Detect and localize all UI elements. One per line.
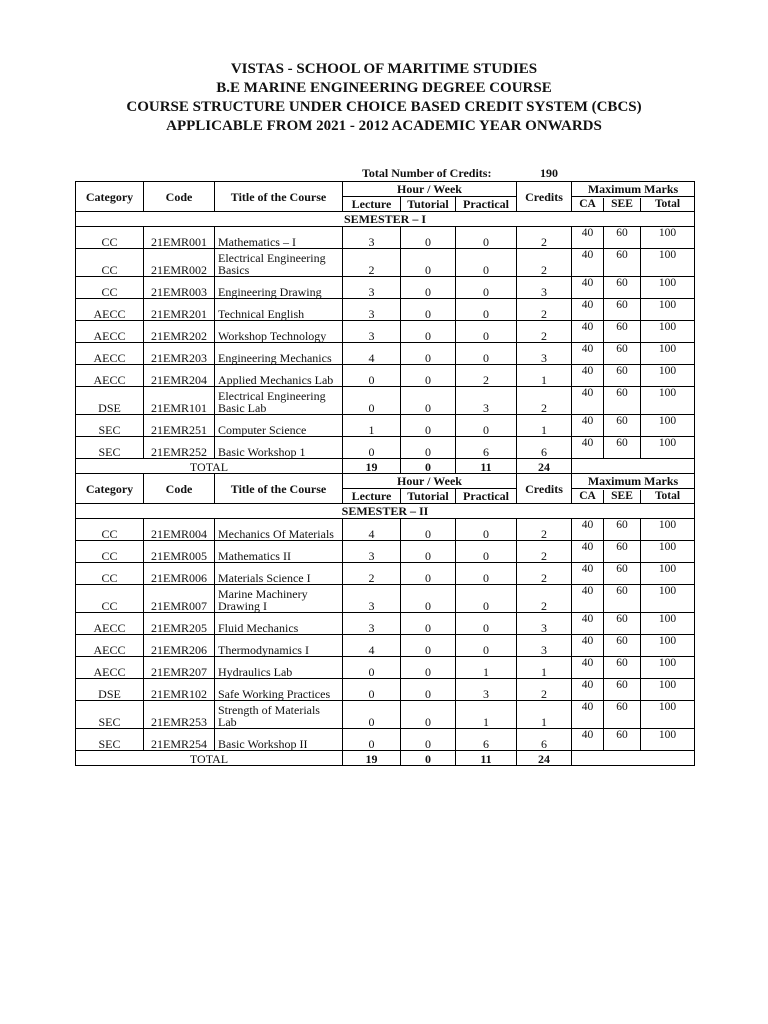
table-row (76, 585, 695, 613)
cell-ca: 40 (572, 227, 604, 248)
cell-total: 100 (658, 613, 677, 625)
cell-category: CC (76, 227, 144, 249)
cell-code: 21EMR005 (144, 541, 215, 563)
cell-lecture: 2 (343, 249, 401, 277)
cell-practical: 0 (456, 563, 517, 585)
cell-marks (572, 679, 695, 701)
cell-tutorial: 0 (401, 541, 456, 563)
cell-lecture: 0 (343, 679, 401, 701)
cell-credits: 2 (517, 563, 572, 585)
cell-marks (572, 563, 695, 585)
cell-lecture: 3 (343, 585, 401, 613)
cell-marks (572, 227, 695, 249)
header-total: Total (654, 197, 681, 210)
cell-ca: 40 (572, 387, 604, 414)
cell-practical: 0 (456, 635, 517, 657)
cell-ca: 40 (572, 613, 604, 634)
cell-tutorial: 0 (401, 613, 456, 635)
cell-lecture: 3 (343, 299, 401, 321)
cell-total: 100 (658, 365, 677, 377)
header-ca: CA (572, 490, 604, 503)
cell-ca: 40 (572, 299, 604, 320)
total-lecture: 19 (343, 459, 401, 474)
cell-lecture: 3 (343, 277, 401, 299)
cell-credits: 2 (517, 519, 572, 541)
cell-marks (572, 365, 695, 387)
cell-ca: 40 (572, 729, 604, 750)
table-row (76, 657, 695, 679)
cell-category: SEC (76, 437, 144, 459)
cell-see: 60 (604, 729, 641, 750)
cell-total: 100 (658, 679, 677, 691)
cell-ca: 40 (572, 541, 604, 562)
total-practical: 11 (456, 751, 517, 766)
cell-marks (572, 249, 695, 277)
cell-tutorial: 0 (401, 365, 456, 387)
cell-title: Mathematics – I (215, 227, 343, 249)
header-category: Category (76, 182, 144, 212)
cell-tutorial: 0 (401, 701, 456, 729)
cell-credits: 1 (517, 701, 572, 729)
cell-practical: 0 (456, 299, 517, 321)
cell-practical: 0 (456, 541, 517, 563)
cell-title: Basic Workshop II (215, 729, 343, 751)
cell-see: 60 (604, 657, 641, 678)
cell-ca: 40 (572, 679, 604, 700)
cell-tutorial: 0 (401, 585, 456, 613)
cell-title: Electrical Engineering Basic Lab (215, 387, 343, 415)
document-title-line-2: B.E MARINE ENGINEERING DEGREE COURSE (216, 80, 552, 96)
cell-ca: 40 (572, 635, 604, 656)
document-title-line-4: APPLICABLE FROM 2021 - 2012 ACADEMIC YEAR ONWARDS (166, 118, 602, 134)
cell-title: Computer Science (215, 415, 343, 437)
header-code: Code (144, 474, 215, 504)
cell-ca: 40 (572, 437, 604, 458)
header-tutorial: Tutorial (401, 197, 456, 212)
table-row (76, 277, 695, 299)
cell-title: Engineering Mechanics (215, 343, 343, 365)
total-credits-line (362, 166, 562, 181)
cell-ca: 40 (572, 277, 604, 298)
cell-tutorial: 0 (401, 277, 456, 299)
total-credits-label: Total Number of Credits: (362, 166, 492, 180)
cell-see: 60 (604, 701, 641, 728)
cell-ca: 40 (572, 321, 604, 342)
cell-marks (572, 387, 695, 415)
cell-see: 60 (604, 585, 641, 612)
cell-tutorial: 0 (401, 227, 456, 249)
cell-credits: 3 (517, 635, 572, 657)
cell-credits: 2 (517, 679, 572, 701)
header-lecture: Lecture (343, 489, 401, 504)
total-marks-blank (572, 459, 695, 474)
header-title: Title of the Course (215, 182, 343, 212)
table-row (76, 519, 695, 541)
cell-marks (572, 321, 695, 343)
cell-tutorial: 0 (401, 321, 456, 343)
course-table-body (76, 182, 695, 766)
cell-code: 21EMR002 (144, 249, 215, 277)
header-practical: Practical (456, 489, 517, 504)
cell-practical: 0 (456, 343, 517, 365)
cell-marks (572, 613, 695, 635)
cell-total: 100 (658, 249, 677, 261)
cell-total: 100 (658, 585, 677, 597)
cell-lecture: 0 (343, 657, 401, 679)
cell-practical: 0 (456, 519, 517, 541)
cell-title: Technical English (215, 299, 343, 321)
cell-total: 100 (658, 277, 677, 289)
semester-total-row (76, 459, 695, 474)
total-lecture: 19 (343, 751, 401, 766)
cell-lecture: 4 (343, 635, 401, 657)
cell-lecture: 0 (343, 701, 401, 729)
cell-code: 21EMR102 (144, 679, 215, 701)
cell-see: 60 (604, 387, 641, 414)
total-practical: 11 (456, 459, 517, 474)
cell-category: SEC (76, 415, 144, 437)
cell-credits: 2 (517, 387, 572, 415)
cell-practical: 0 (456, 249, 517, 277)
cell-credits: 3 (517, 277, 572, 299)
cell-total: 100 (658, 227, 677, 239)
cell-practical: 6 (456, 729, 517, 751)
cell-marks (572, 585, 695, 613)
cell-credits: 2 (517, 249, 572, 277)
cell-title: Marine Machinery Drawing I (215, 585, 343, 613)
cell-practical: 6 (456, 437, 517, 459)
table-row (76, 365, 695, 387)
cell-code: 21EMR252 (144, 437, 215, 459)
cell-ca: 40 (572, 249, 604, 276)
cell-category: AECC (76, 365, 144, 387)
header-total: Total (654, 489, 681, 502)
cell-category: SEC (76, 729, 144, 751)
total-credits-value: 190 (540, 166, 558, 180)
table-row (76, 563, 695, 585)
cell-see: 60 (604, 227, 641, 248)
cell-category: AECC (76, 635, 144, 657)
cell-title: Fluid Mechanics (215, 613, 343, 635)
cell-marks (572, 701, 695, 729)
cell-lecture: 1 (343, 415, 401, 437)
cell-lecture: 4 (343, 519, 401, 541)
cell-lecture: 4 (343, 343, 401, 365)
cell-total: 100 (658, 299, 677, 311)
header-ca: CA (572, 198, 604, 211)
cell-lecture: 0 (343, 387, 401, 415)
cell-marks (572, 343, 695, 365)
table-row (76, 415, 695, 437)
header-marks-sub (572, 197, 695, 212)
cell-tutorial: 0 (401, 519, 456, 541)
cell-category: CC (76, 541, 144, 563)
cell-total: 100 (658, 701, 677, 713)
document-title-block (0, 60, 768, 136)
cell-category: DSE (76, 387, 144, 415)
cell-category: CC (76, 277, 144, 299)
cell-see: 60 (604, 519, 641, 540)
cell-marks (572, 519, 695, 541)
document-title-line-1: VISTAS - SCHOOL OF MARITIME STUDIES (230, 61, 538, 77)
header-hour-week: Hour / Week (343, 474, 517, 489)
cell-code: 21EMR204 (144, 365, 215, 387)
cell-see: 60 (604, 541, 641, 562)
cell-practical: 3 (456, 387, 517, 415)
cell-title: Hydraulics Lab (215, 657, 343, 679)
cell-marks (572, 299, 695, 321)
cell-title: Mathematics II (215, 541, 343, 563)
cell-code: 21EMR201 (144, 299, 215, 321)
cell-practical: 1 (456, 657, 517, 679)
table-row (76, 729, 695, 751)
cell-tutorial: 0 (401, 729, 456, 751)
semester-heading-row (76, 212, 695, 227)
cell-title: Strength of Materials Lab (215, 701, 343, 729)
header-practical: Practical (456, 197, 517, 212)
cell-lecture: 3 (343, 321, 401, 343)
cell-practical: 2 (456, 365, 517, 387)
cell-see: 60 (604, 415, 641, 436)
total-credits: 24 (517, 459, 572, 474)
cell-code: 21EMR003 (144, 277, 215, 299)
cell-credits: 3 (517, 613, 572, 635)
total-marks-blank (572, 751, 695, 766)
header-category: Category (76, 474, 144, 504)
table-row (76, 701, 695, 729)
table-row (76, 321, 695, 343)
cell-code: 21EMR001 (144, 227, 215, 249)
cell-title: Engineering Drawing (215, 277, 343, 299)
cell-tutorial: 0 (401, 437, 456, 459)
total-credits: 24 (517, 751, 572, 766)
cell-title: Mechanics Of Materials (215, 519, 343, 541)
cell-see: 60 (604, 563, 641, 584)
course-structure-table (75, 181, 695, 766)
header-credits: Credits (517, 474, 572, 504)
total-tutorial: 0 (401, 751, 456, 766)
cell-title: Applied Mechanics Lab (215, 365, 343, 387)
cell-credits: 1 (517, 365, 572, 387)
header-max-marks: Maximum Marks (572, 182, 695, 197)
cell-lecture: 3 (343, 227, 401, 249)
header-title: Title of the Course (215, 474, 343, 504)
cell-category: SEC (76, 701, 144, 729)
cell-credits: 6 (517, 437, 572, 459)
table-row (76, 541, 695, 563)
header-lecture: Lecture (343, 197, 401, 212)
cell-title: Workshop Technology (215, 321, 343, 343)
cell-credits: 1 (517, 415, 572, 437)
cell-title: Safe Working Practices (215, 679, 343, 701)
cell-practical: 0 (456, 415, 517, 437)
cell-tutorial: 0 (401, 249, 456, 277)
cell-see: 60 (604, 343, 641, 364)
cell-tutorial: 0 (401, 415, 456, 437)
document-title-line-3: COURSE STRUCTURE UNDER CHOICE BASED CREDIT SYSTEM (CBCS) (126, 99, 642, 115)
cell-marks (572, 437, 695, 459)
cell-practical: 3 (456, 679, 517, 701)
cell-code: 21EMR202 (144, 321, 215, 343)
cell-see: 60 (604, 679, 641, 700)
table-row (76, 437, 695, 459)
table-row (76, 343, 695, 365)
table-row (76, 613, 695, 635)
cell-category: CC (76, 519, 144, 541)
cell-category: CC (76, 249, 144, 277)
cell-credits: 1 (517, 657, 572, 679)
table-row (76, 249, 695, 277)
total-tutorial: 0 (401, 459, 456, 474)
cell-code: 21EMR006 (144, 563, 215, 585)
cell-total: 100 (658, 387, 677, 399)
cell-marks (572, 657, 695, 679)
cell-code: 21EMR206 (144, 635, 215, 657)
cell-see: 60 (604, 365, 641, 386)
table-row (76, 635, 695, 657)
header-see: SEE (604, 198, 641, 211)
cell-category: CC (76, 563, 144, 585)
cell-code: 21EMR004 (144, 519, 215, 541)
cell-ca: 40 (572, 563, 604, 584)
cell-code: 21EMR253 (144, 701, 215, 729)
cell-total: 100 (658, 519, 677, 531)
header-marks-sub (572, 489, 695, 504)
cell-credits: 2 (517, 585, 572, 613)
cell-practical: 0 (456, 321, 517, 343)
cell-lecture: 3 (343, 541, 401, 563)
cell-total: 100 (658, 541, 677, 553)
header-hour-week: Hour / Week (343, 182, 517, 197)
cell-total: 100 (658, 657, 677, 669)
cell-practical: 0 (456, 227, 517, 249)
cell-ca: 40 (572, 585, 604, 612)
cell-category: AECC (76, 613, 144, 635)
cell-category: CC (76, 585, 144, 613)
cell-lecture: 0 (343, 365, 401, 387)
cell-credits: 2 (517, 541, 572, 563)
table-row (76, 679, 695, 701)
cell-marks (572, 729, 695, 751)
cell-tutorial: 0 (401, 343, 456, 365)
cell-ca: 40 (572, 365, 604, 386)
cell-lecture: 2 (343, 563, 401, 585)
cell-tutorial: 0 (401, 387, 456, 415)
cell-code: 21EMR007 (144, 585, 215, 613)
cell-credits: 3 (517, 343, 572, 365)
cell-total: 100 (658, 321, 677, 333)
cell-title: Thermodynamics I (215, 635, 343, 657)
cell-ca: 40 (572, 343, 604, 364)
cell-total: 100 (658, 635, 677, 647)
cell-see: 60 (604, 321, 641, 342)
cell-title: Basic Workshop 1 (215, 437, 343, 459)
cell-see: 60 (604, 635, 641, 656)
table-header-row (76, 474, 695, 489)
header-tutorial: Tutorial (401, 489, 456, 504)
cell-code: 21EMR207 (144, 657, 215, 679)
table-row (76, 387, 695, 415)
cell-marks (572, 277, 695, 299)
cell-ca: 40 (572, 519, 604, 540)
cell-ca: 40 (572, 415, 604, 436)
cell-credits: 2 (517, 321, 572, 343)
cell-marks (572, 541, 695, 563)
table-row (76, 227, 695, 249)
cell-tutorial: 0 (401, 563, 456, 585)
cell-code: 21EMR254 (144, 729, 215, 751)
cell-see: 60 (604, 249, 641, 276)
cell-category: DSE (76, 679, 144, 701)
semester-heading-row (76, 504, 695, 519)
cell-lecture: 3 (343, 613, 401, 635)
table-header-row (76, 182, 695, 197)
cell-tutorial: 0 (401, 635, 456, 657)
cell-code: 21EMR203 (144, 343, 215, 365)
cell-see: 60 (604, 613, 641, 634)
cell-marks (572, 635, 695, 657)
cell-total: 100 (658, 563, 677, 575)
cell-lecture: 0 (343, 729, 401, 751)
cell-code: 21EMR205 (144, 613, 215, 635)
header-credits: Credits (517, 182, 572, 212)
header-max-marks: Maximum Marks (572, 474, 695, 489)
cell-total: 100 (658, 437, 677, 449)
cell-marks (572, 415, 695, 437)
cell-credits: 2 (517, 227, 572, 249)
cell-credits: 2 (517, 299, 572, 321)
cell-credits: 6 (517, 729, 572, 751)
cell-practical: 0 (456, 585, 517, 613)
table-row (76, 299, 695, 321)
cell-practical: 0 (456, 277, 517, 299)
cell-title: Materials Science I (215, 563, 343, 585)
cell-total: 100 (658, 729, 677, 741)
cell-category: AECC (76, 343, 144, 365)
cell-ca: 40 (572, 701, 604, 728)
cell-code: 21EMR101 (144, 387, 215, 415)
cell-tutorial: 0 (401, 679, 456, 701)
cell-code: 21EMR251 (144, 415, 215, 437)
cell-ca: 40 (572, 657, 604, 678)
semester-heading: SEMESTER – II (76, 504, 695, 519)
cell-category: AECC (76, 299, 144, 321)
cell-see: 60 (604, 437, 641, 458)
header-see: SEE (604, 490, 641, 503)
semester-heading: SEMESTER – I (76, 212, 695, 227)
cell-practical: 1 (456, 701, 517, 729)
cell-see: 60 (604, 277, 641, 298)
cell-tutorial: 0 (401, 657, 456, 679)
cell-total: 100 (658, 343, 677, 355)
cell-tutorial: 0 (401, 299, 456, 321)
cell-category: AECC (76, 321, 144, 343)
cell-practical: 0 (456, 613, 517, 635)
cell-lecture: 0 (343, 437, 401, 459)
header-code: Code (144, 182, 215, 212)
cell-category: AECC (76, 657, 144, 679)
cell-title: Electrical Engineering Basics (215, 249, 343, 277)
semester-total-row (76, 751, 695, 766)
cell-total: 100 (658, 415, 677, 427)
total-label: TOTAL (76, 459, 343, 474)
cell-see: 60 (604, 299, 641, 320)
total-label: TOTAL (76, 751, 343, 766)
